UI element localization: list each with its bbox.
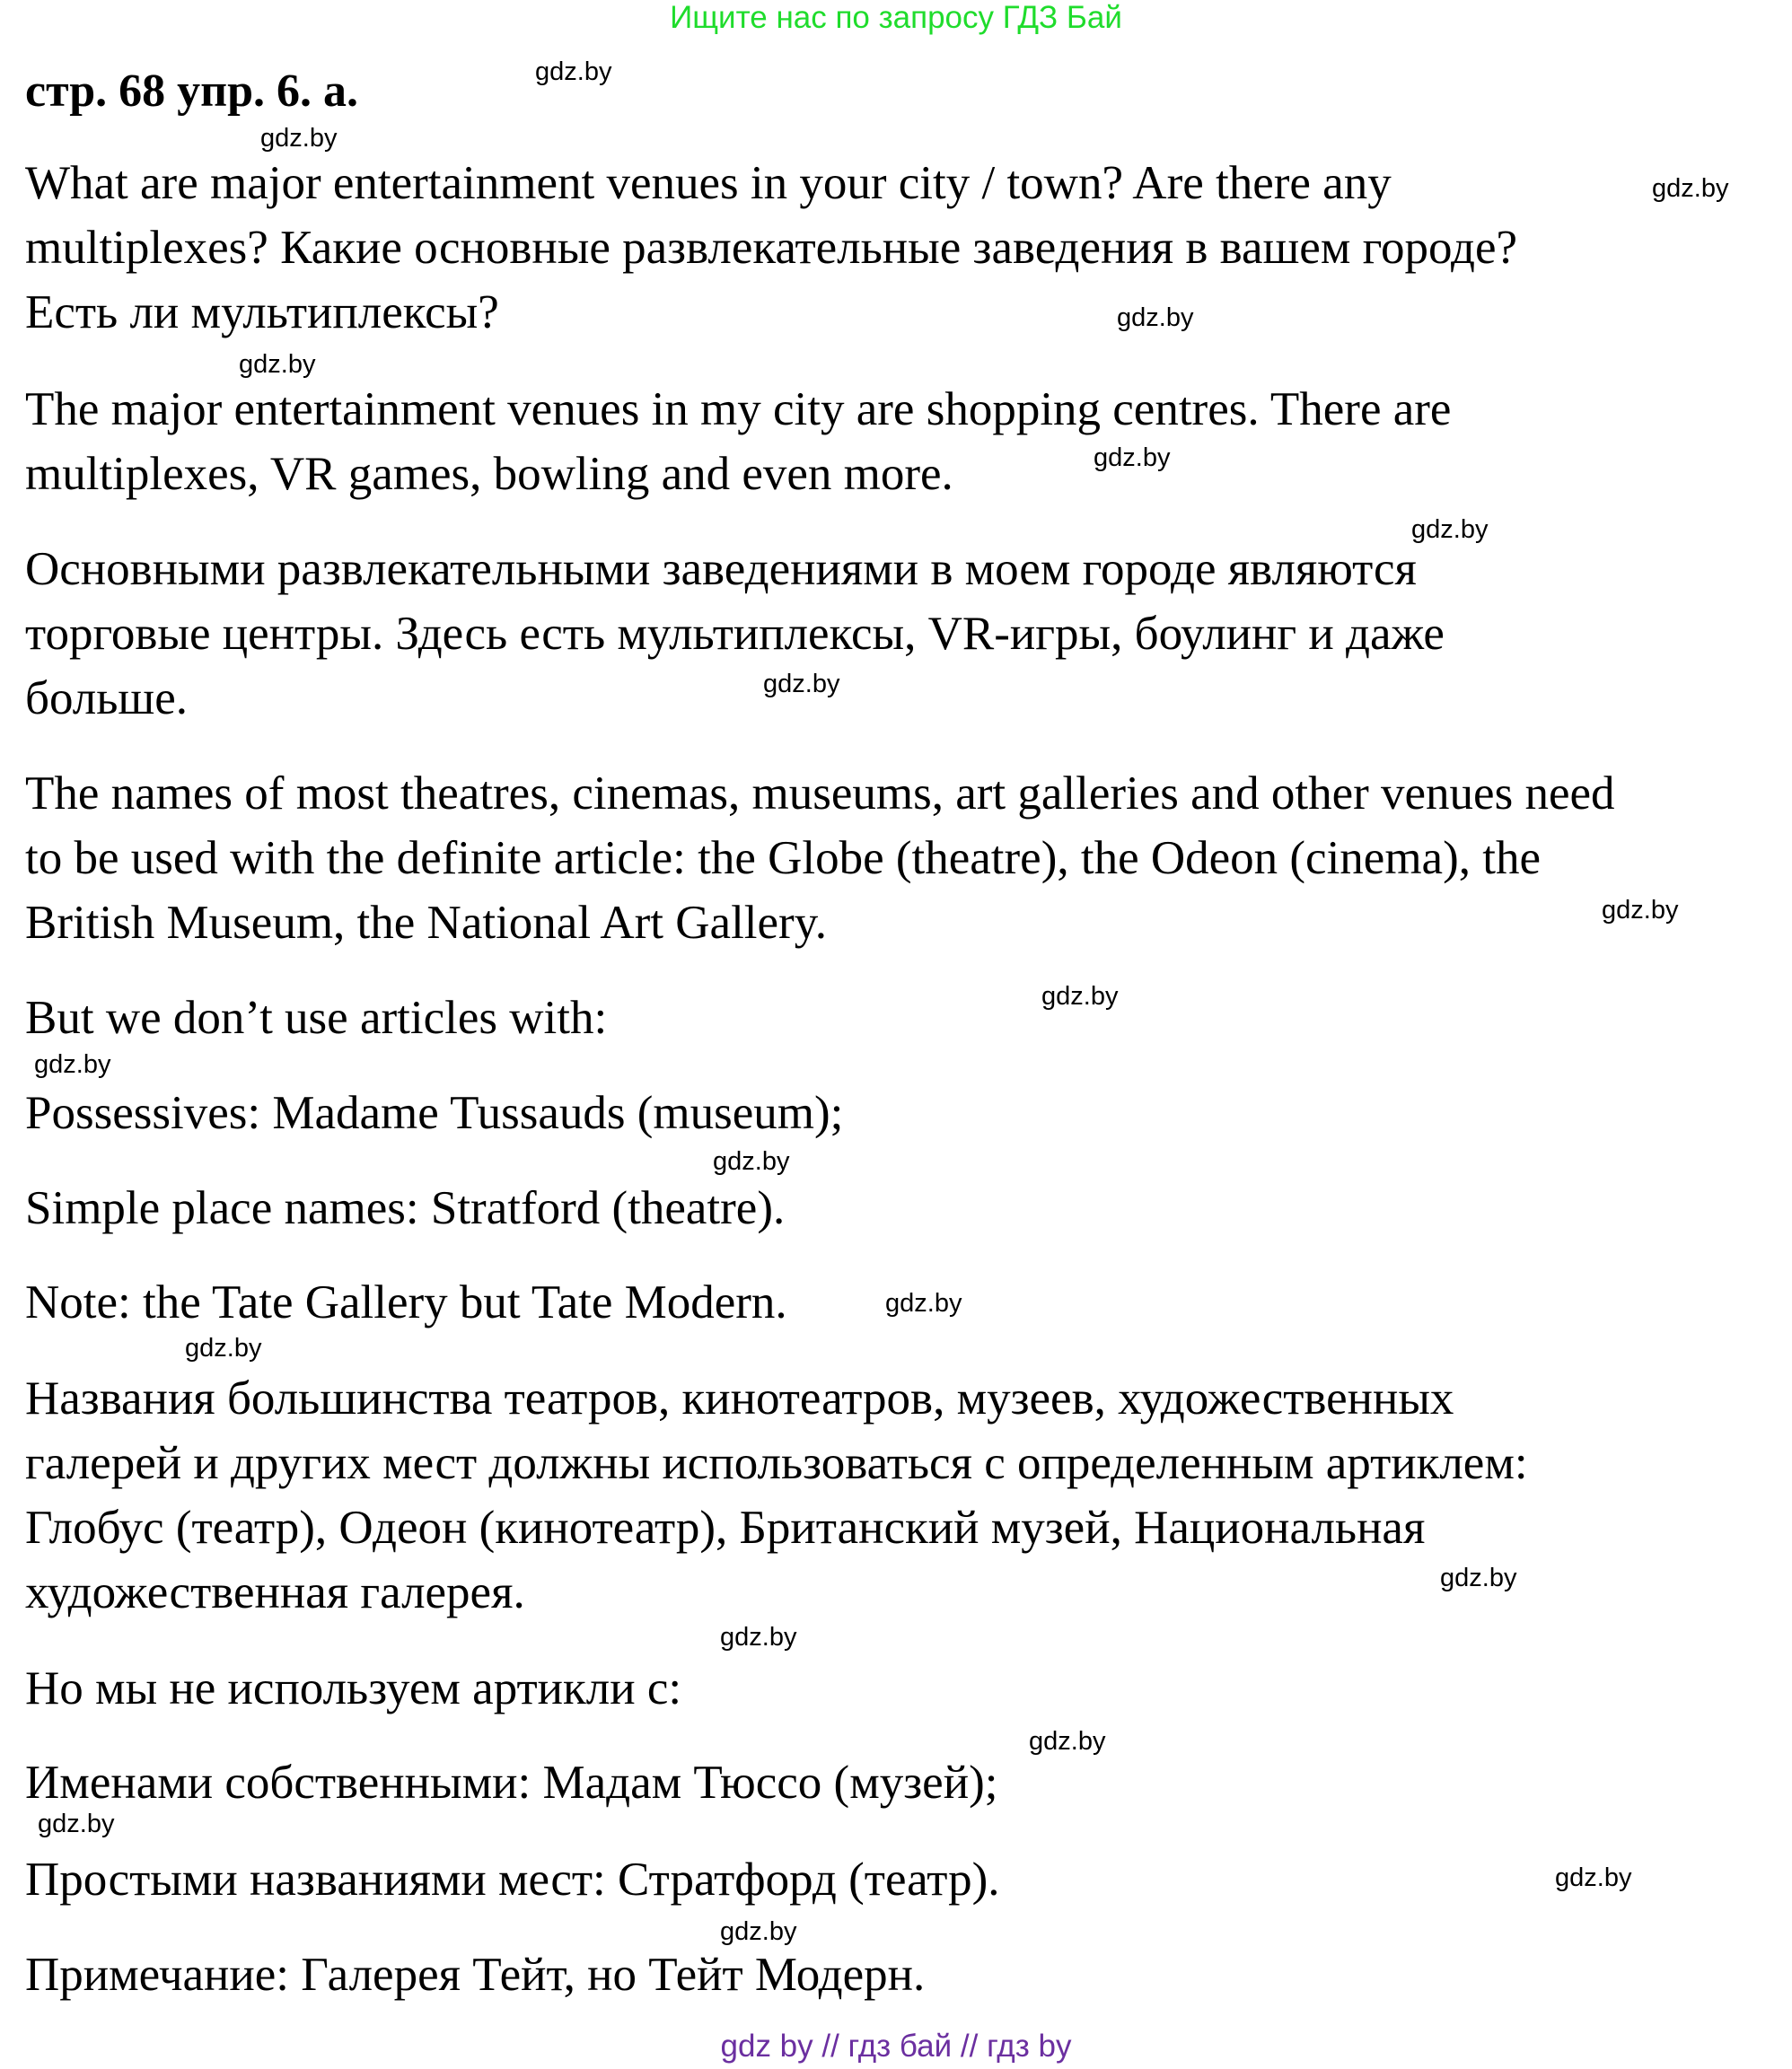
watermark: gdz.by xyxy=(713,1147,790,1176)
top-banner: Ищите нас по запросу ГДЗ Бай xyxy=(670,0,1122,35)
rule-english-line: The names of most theatres, cinemas, museums, art galleries and other venues need xyxy=(25,767,1615,820)
exceptions-english-note: Note: the Tate Gallery but Tate Modern. xyxy=(25,1276,787,1328)
question-line: What are major entertainment venues in your city / town? Are there any xyxy=(25,157,1392,209)
exceptions-english-simple: Simple place names: Stratford (theatre). xyxy=(25,1182,786,1234)
watermark: gdz.by xyxy=(34,1050,111,1079)
watermark: gdz.by xyxy=(260,124,338,153)
watermark: gdz.by xyxy=(1094,443,1171,472)
watermark: gdz.by xyxy=(1652,174,1729,203)
rule-russian-line: Глобус (театр), Одеон (кинотеатр), Британский музей, Национальная xyxy=(25,1502,1426,1554)
answer-english-line: multiplexes, VR games, bowling and even more. xyxy=(25,448,953,500)
exceptions-russian-intro: Но мы не используем артикли с: xyxy=(25,1662,682,1714)
watermark: gdz.by xyxy=(885,1289,962,1318)
watermark: gdz.by xyxy=(1029,1727,1106,1756)
question-paragraph xyxy=(25,151,1776,345)
footer-links: gdz by // гдз бай // гдз by xyxy=(720,2029,1072,2064)
rule-english-paragraph xyxy=(25,761,1776,955)
watermark: gdz.by xyxy=(185,1334,262,1363)
exceptions-russian-simple: Простыми названиями мест: Стратфорд (театр). xyxy=(25,1854,1000,1906)
exceptions-english-possessives: Possessives: Madame Tussauds (museum); xyxy=(25,1087,844,1139)
answer-english-paragraph xyxy=(25,377,1776,506)
watermark: gdz.by xyxy=(720,1917,797,1946)
watermark: gdz.by xyxy=(763,670,840,698)
answer-russian-line: Основными развлекательными заведениями в моем городе являются xyxy=(25,543,1417,595)
rule-english-line: British Museum, the National Art Gallery. xyxy=(25,897,828,949)
watermark: gdz.by xyxy=(38,1810,115,1838)
watermark: gdz.by xyxy=(1602,896,1679,925)
watermark: gdz.by xyxy=(535,57,612,86)
watermark: gdz.by xyxy=(1440,1564,1517,1592)
rule-english-line: to be used with the definite article: the Globe (theatre), the Odeon (cinema), the xyxy=(25,832,1541,884)
rule-russian-line: галерей и других мест должны использоваться с определенным артиклем: xyxy=(25,1437,1528,1489)
watermark: gdz.by xyxy=(720,1623,797,1652)
answer-russian-paragraph xyxy=(25,537,1776,731)
watermark: gdz.by xyxy=(239,350,316,379)
rule-russian-line: художественная галерея. xyxy=(25,1566,525,1618)
question-line: Есть ли мультиплексы? xyxy=(25,286,499,338)
answer-english-line: The major entertainment venues in my city are shopping centres. There are xyxy=(25,383,1452,435)
watermark: gdz.by xyxy=(1555,1863,1632,1892)
question-line: multiplexes? Какие основные развлекательные заведения в вашем городе? xyxy=(25,222,1518,274)
exceptions-russian-note: Примечание: Галерея Тейт, но Тейт Модерн. xyxy=(25,1949,926,2001)
watermark: gdz.by xyxy=(1041,982,1119,1011)
answer-russian-line: больше. xyxy=(25,672,188,724)
rule-russian-line: Названия большинства театров, кинотеатров, музеев, художественных xyxy=(25,1372,1454,1425)
exceptions-russian-possessives: Именами собственными: Мадам Тюссо (музей); xyxy=(25,1757,998,1809)
watermark: gdz.by xyxy=(1411,515,1489,544)
answer-russian-line: торговые центры. Здесь есть мультиплексы, VR-игры, боулинг и даже xyxy=(25,608,1445,660)
exceptions-english-intro: But we don’t use articles with: xyxy=(25,992,608,1044)
watermark: gdz.by xyxy=(1117,303,1194,332)
page-title: стр. 68 упр. 6. а. xyxy=(25,66,359,117)
